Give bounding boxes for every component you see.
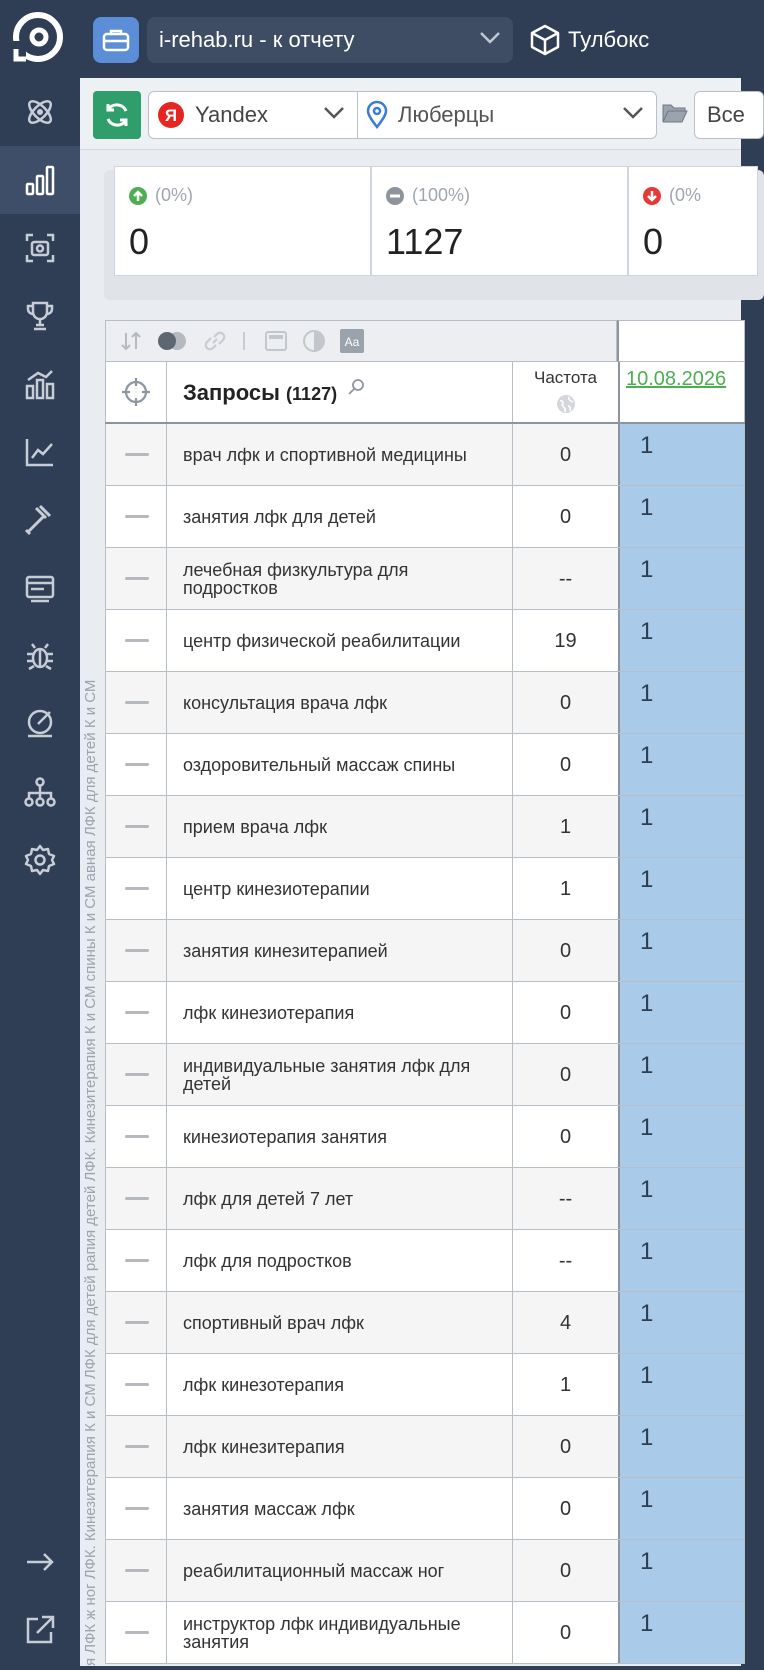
stat-same-percent: (100%) [412, 185, 471, 205]
table-row[interactable] [105, 548, 745, 610]
table-row[interactable] [105, 1292, 745, 1354]
query-text: индивидуальные занятия лфк для детей [183, 1055, 471, 1094]
row-handle[interactable] [105, 982, 167, 1043]
query-text: занятия массаж лфк [183, 1498, 355, 1519]
row-handle[interactable] [105, 424, 167, 485]
stat-down [628, 166, 758, 276]
nav-positions[interactable] [0, 146, 80, 214]
gavel-icon [24, 504, 56, 536]
filter-bar [80, 78, 745, 150]
stat-up [114, 166, 371, 276]
nav-reports[interactable] [0, 554, 80, 622]
group-select-value: Все [707, 102, 745, 127]
frequency-cell: 0 [513, 1416, 620, 1477]
briefcase-icon [102, 28, 130, 52]
query-text: врач лфк и спортивной медицины [183, 444, 467, 465]
dash-icon [125, 1445, 149, 1448]
row-handle[interactable] [105, 920, 167, 981]
stat-down-value: 0 [643, 221, 664, 262]
header-queries-count: (1127) [286, 384, 338, 404]
frequency-cell: 0 [513, 1540, 620, 1601]
dash-icon [125, 701, 149, 704]
position-cell[interactable]: 1 [620, 1106, 745, 1167]
sort-icon[interactable] [120, 330, 142, 352]
table-row[interactable] [105, 1230, 745, 1292]
frequency-cell: -- [513, 1168, 620, 1229]
frequency-cell: -- [513, 548, 620, 609]
table-row[interactable] [105, 1540, 745, 1602]
nav-external[interactable] [0, 1596, 80, 1664]
frequency-cell: 1 [513, 858, 620, 919]
table-row[interactable] [105, 1602, 745, 1664]
group-select[interactable] [694, 91, 764, 139]
query-text: спортивный врач лфк [183, 1312, 364, 1333]
query-text: лфк кинезиотерапия [183, 1002, 355, 1023]
dash-icon [125, 1073, 149, 1076]
table-row[interactable] [105, 1354, 745, 1416]
table-row[interactable] [105, 486, 745, 548]
row-handle[interactable] [105, 1292, 167, 1353]
row-handle[interactable] [105, 1106, 167, 1167]
search-engine-value: Yandex [195, 102, 268, 127]
refresh-icon [103, 101, 131, 129]
stat-up-percent: (0%) [155, 185, 194, 205]
position-cell[interactable]: 1 [620, 610, 745, 671]
position-cell[interactable]: 1 [620, 486, 745, 547]
dash-icon [125, 825, 149, 828]
position-cell[interactable]: 1 [620, 858, 745, 919]
atom-icon [24, 96, 56, 128]
frequency-cell: 0 [513, 672, 620, 733]
svg-text:Aa: Aa [344, 335, 360, 349]
contrast-icon[interactable] [302, 329, 326, 353]
query-text: кинезиотерапия занятия [183, 1126, 388, 1147]
equal-gray-icon [386, 187, 404, 205]
region-value: Люберцы [398, 102, 495, 127]
stat-same-value: 1127 [386, 221, 464, 262]
table-row[interactable] [105, 734, 745, 796]
dash-icon [125, 639, 149, 642]
dash-icon [125, 763, 149, 766]
frequency-cell: 4 [513, 1292, 620, 1353]
table-toolbar [105, 320, 617, 362]
query-cell[interactable] [167, 1168, 513, 1229]
query-cell[interactable] [167, 858, 513, 919]
row-handle[interactable] [105, 1354, 167, 1415]
position-cell[interactable]: 1 [620, 1292, 745, 1353]
dash-icon [125, 453, 149, 456]
project-select[interactable] [147, 17, 513, 63]
position-cell[interactable]: 1 [620, 796, 745, 857]
row-handle[interactable] [105, 1230, 167, 1291]
query-text: прием врача лфк [183, 816, 327, 837]
query-text: занятия кинезитерапией [183, 940, 388, 961]
position-cell[interactable]: 1 [620, 548, 745, 609]
query-cell[interactable] [167, 1478, 513, 1539]
row-handle[interactable] [105, 1602, 167, 1663]
table-row[interactable] [105, 1044, 745, 1106]
row-handle[interactable] [105, 796, 167, 857]
nav-settings[interactable] [0, 826, 80, 894]
nav-errors[interactable] [0, 622, 80, 690]
query-text: занятия лфк для детей [183, 506, 376, 527]
table-row[interactable] [105, 424, 745, 486]
query-cell[interactable] [167, 1106, 513, 1167]
toggle-icon[interactable] [156, 330, 188, 352]
sitemap-icon [24, 776, 56, 808]
bug-icon [24, 640, 56, 672]
row-handle[interactable] [105, 486, 167, 547]
query-cell[interactable] [167, 424, 513, 485]
cards-icon [24, 572, 56, 604]
dash-icon [125, 1507, 149, 1510]
row-handle[interactable] [105, 610, 167, 671]
search-engine-select[interactable] [148, 91, 358, 139]
svg-text:Я: Я [164, 106, 178, 125]
row-handle[interactable] [105, 672, 167, 733]
position-cell[interactable]: 1 [620, 1478, 745, 1539]
arrow-right-icon [24, 1546, 56, 1578]
query-cell[interactable] [167, 1044, 513, 1105]
table-header [105, 362, 745, 424]
table-row[interactable] [105, 796, 745, 858]
gear-icon [24, 844, 56, 876]
chevron-down-icon [622, 106, 644, 120]
dash-icon [125, 887, 149, 890]
frequency-cell: 0 [513, 1602, 620, 1663]
search-icon[interactable] [347, 378, 365, 396]
external-link-icon [24, 1614, 56, 1646]
dash-icon [125, 1259, 149, 1262]
chevron-down-icon [479, 31, 501, 45]
nav-audit[interactable] [0, 486, 80, 554]
query-cell[interactable] [167, 672, 513, 733]
query-text: лфк для подростков [183, 1250, 352, 1271]
top-bar [0, 0, 741, 78]
query-text: центр кинезиотерапии [183, 878, 370, 899]
position-cell[interactable]: 1 [620, 1044, 745, 1105]
header-frequency[interactable] [513, 362, 620, 422]
position-cell[interactable]: 1 [620, 734, 745, 795]
row-handle[interactable] [105, 858, 167, 919]
date-link[interactable]: 10.08.2026 [626, 368, 727, 390]
table-toolbar-right [617, 320, 745, 362]
map-icon [24, 708, 56, 740]
nav-structure[interactable] [0, 758, 80, 826]
query-cell[interactable] [167, 610, 513, 671]
query-cell[interactable] [167, 548, 513, 609]
app-logo-icon[interactable] [12, 11, 64, 63]
positions-table [105, 320, 745, 1670]
dash-icon [125, 1135, 149, 1138]
table-row[interactable] [105, 1106, 745, 1168]
query-text: реабилитационный массаж ног [183, 1560, 445, 1581]
table-row[interactable] [105, 858, 745, 920]
frequency-cell: 19 [513, 610, 620, 671]
query-text: лфк кинезитерапия [183, 1436, 345, 1457]
position-cell[interactable]: 1 [620, 1602, 745, 1663]
link-icon[interactable] [202, 330, 228, 352]
bar-chart-icon [24, 164, 56, 196]
toolbox-label: Тулбокс [568, 27, 650, 52]
arrow-down-red-icon [643, 187, 661, 205]
trend-chart-icon [24, 436, 56, 468]
group-label-vertical: я ЛФК ж ног ЛФК. Кинезитерапия К и СМ ЛФК для детей рапия детей ЛФК. Кинезитерапия К и СМ спины К и СМ авная ЛФК для детей К и СМ [82, 679, 99, 1666]
frequency-cell: 0 [513, 1478, 620, 1539]
query-cell[interactable] [167, 486, 513, 547]
stat-up-value: 0 [129, 221, 150, 262]
dash-icon [125, 1569, 149, 1572]
query-cell[interactable] [167, 1354, 513, 1415]
globe-icon [556, 394, 576, 414]
row-handle[interactable] [105, 1416, 167, 1477]
frequency-cell: 0 [513, 1044, 620, 1105]
query-cell[interactable] [167, 796, 513, 857]
project-select-value: i-rehab.ru - к отчету [159, 27, 355, 52]
dash-icon [125, 1321, 149, 1324]
main-content [80, 78, 745, 1666]
query-cell[interactable] [167, 1292, 513, 1353]
frequency-cell: 0 [513, 486, 620, 547]
table-row[interactable] [105, 1478, 745, 1540]
query-text: лечебная физкультура для подростков [183, 559, 409, 598]
nav-snapshots[interactable] [0, 214, 80, 282]
region-select[interactable] [357, 91, 657, 139]
frequency-cell: 0 [513, 424, 620, 485]
query-text: лфк кинезотерапия [183, 1374, 344, 1395]
frequency-cell: 0 [513, 1106, 620, 1167]
query-text: оздоровительный массаж спины [183, 754, 456, 775]
stat-down-percent: (0% [669, 185, 702, 205]
font-size-icon[interactable] [340, 329, 364, 353]
position-cell[interactable]: 1 [620, 1540, 745, 1601]
nav-collapse[interactable] [0, 1528, 80, 1596]
analytics-icon [24, 368, 56, 400]
camera-icon [24, 232, 56, 264]
nav-trends[interactable] [0, 418, 80, 486]
trophy-icon [24, 300, 56, 332]
row-handle[interactable] [105, 1478, 167, 1539]
header-queries[interactable] [167, 362, 513, 422]
position-cell[interactable]: 1 [620, 1416, 745, 1477]
yandex-icon [157, 101, 185, 129]
query-text: центр физической реабилитации [183, 630, 461, 651]
header-date [620, 362, 745, 422]
query-cell[interactable] [167, 1602, 513, 1663]
toolbox-link[interactable] [530, 17, 649, 63]
header-target-cell[interactable] [105, 362, 167, 422]
crosshair-icon [121, 377, 151, 407]
dash-icon [125, 949, 149, 952]
position-cell[interactable]: 1 [620, 1168, 745, 1229]
query-text: консультация врача лфк [183, 692, 388, 713]
chevron-down-icon [323, 106, 345, 120]
dash-icon [125, 1383, 149, 1386]
query-text: лфк для детей 7 лет [183, 1188, 354, 1209]
query-cell[interactable] [167, 982, 513, 1043]
row-handle[interactable] [105, 1168, 167, 1229]
divider [242, 330, 246, 352]
header-frequency-label: Частота [533, 368, 597, 387]
folder-icon[interactable] [662, 102, 688, 124]
frequency-cell: 1 [513, 1354, 620, 1415]
frequency-cell: 0 [513, 982, 620, 1043]
query-cell[interactable] [167, 1230, 513, 1291]
frequency-cell: -- [513, 1230, 620, 1291]
location-pin-icon [366, 101, 388, 129]
row-handle[interactable] [105, 548, 167, 609]
position-cell[interactable]: 1 [620, 424, 745, 485]
position-cell[interactable]: 1 [620, 920, 745, 981]
frequency-cell: 0 [513, 920, 620, 981]
table-row[interactable] [105, 672, 745, 734]
table-row[interactable] [105, 1168, 745, 1230]
frequency-cell: 0 [513, 734, 620, 795]
frequency-cell: 1 [513, 796, 620, 857]
table-row[interactable] [105, 982, 745, 1044]
header-queries-label: Запросы [183, 380, 280, 405]
position-cell[interactable]: 1 [620, 672, 745, 733]
dash-icon [125, 1011, 149, 1014]
position-cell[interactable]: 1 [620, 1230, 745, 1291]
dash-icon [125, 577, 149, 580]
dash-icon [125, 515, 149, 518]
stat-same [371, 166, 628, 276]
row-handle[interactable] [105, 734, 167, 795]
sidebar [0, 78, 80, 1666]
row-handle[interactable] [105, 1540, 167, 1601]
nav-geo[interactable] [0, 690, 80, 758]
position-cell[interactable]: 1 [620, 1354, 745, 1415]
arrow-up-green-icon [129, 187, 147, 205]
nav-competitors[interactable] [0, 282, 80, 350]
position-cell[interactable]: 1 [620, 982, 745, 1043]
table-view-icon[interactable] [264, 330, 288, 352]
query-cell[interactable] [167, 1540, 513, 1601]
table-row[interactable] [105, 1416, 745, 1478]
query-cell[interactable] [167, 1416, 513, 1477]
nav-analytics[interactable] [0, 350, 80, 418]
cube-icon [530, 24, 560, 56]
dash-icon [125, 1631, 149, 1634]
query-text: инструктор лфк индивидуальные занятия [183, 1613, 461, 1652]
nav-dashboard[interactable] [0, 78, 80, 146]
project-briefcase-button[interactable] [93, 17, 139, 63]
table-row[interactable] [105, 610, 745, 672]
table-row[interactable] [105, 920, 745, 982]
row-handle[interactable] [105, 1044, 167, 1105]
query-cell[interactable] [167, 734, 513, 795]
refresh-button[interactable] [93, 91, 141, 139]
dash-icon [125, 1197, 149, 1200]
query-cell[interactable] [167, 920, 513, 981]
